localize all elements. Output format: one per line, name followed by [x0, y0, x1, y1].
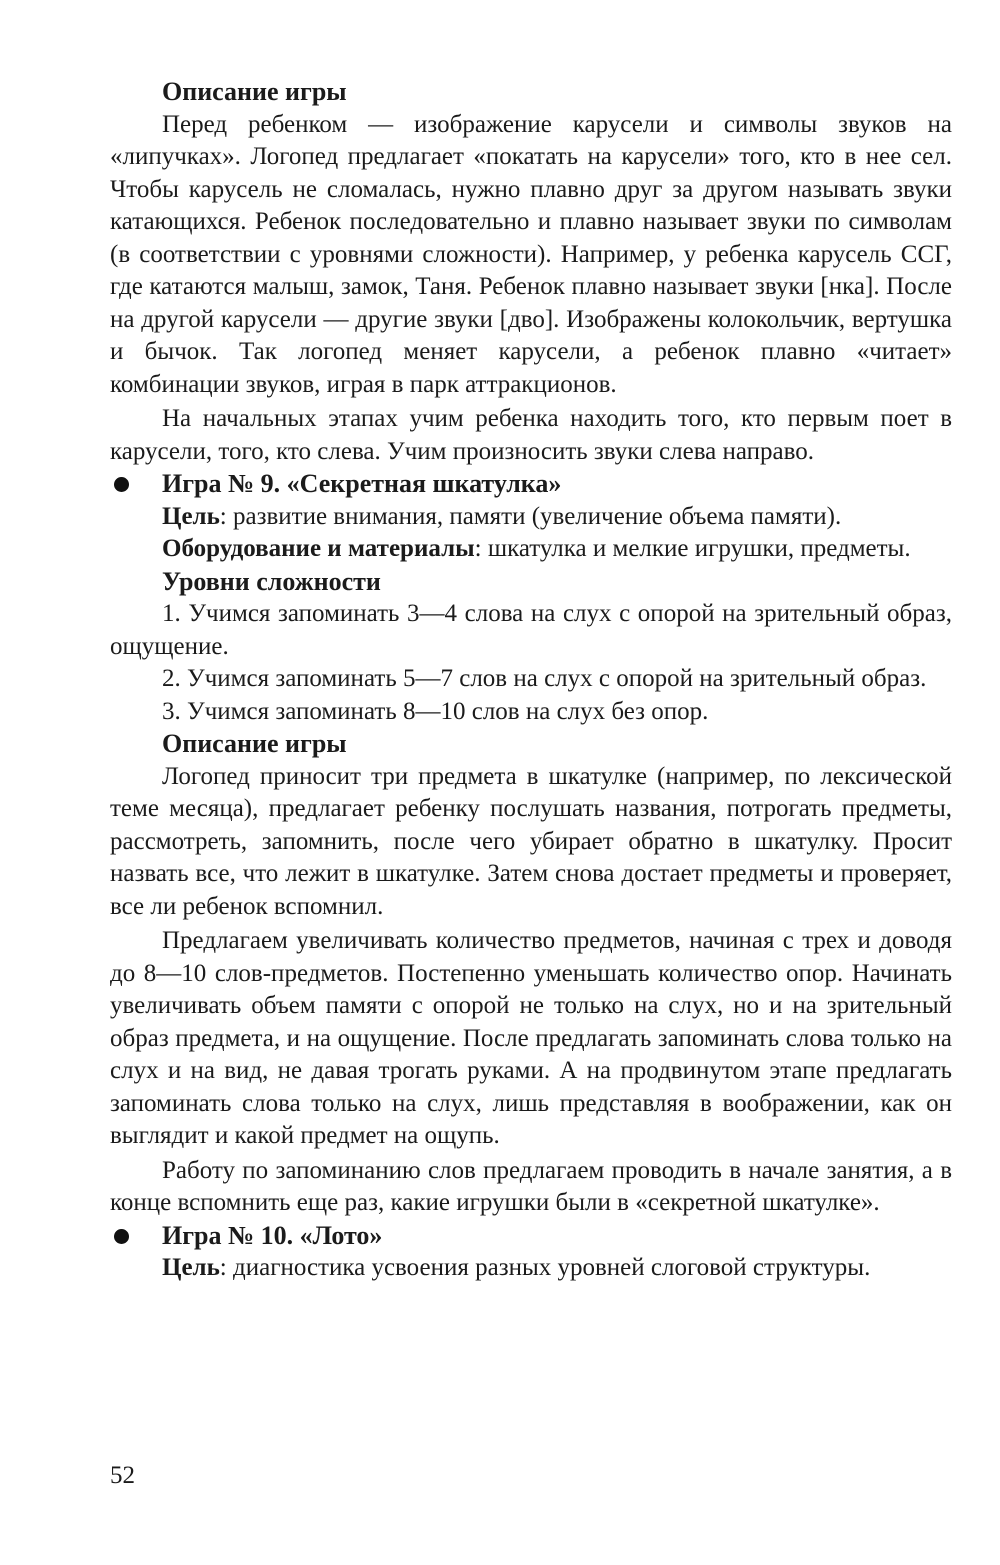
paragraph: Перед ребенком — изображение карусели и символы звуков на «липучках». Логопед предлагает «покатать на карусели» того, кто в нее сел. Чтобы карусель не сломалась, нужно плавно друг за другом называть звуки катающихся. Ребенок последовательно и плавно называет звуки по символам (в соответствии с уровнями сложности). Например, у ребенка карусель ССГ, где катаются малыш, замок, Таня. Ребенок плавно называет звуки [нка]. После на другой карусели — другие звуки [дво]. Изображены колокольчик, вертушка и бычок. Так логопед меняет карусели, а ребенок плавно «читает» комбинации звуков, играя в парк аттракционов.: [110, 110, 952, 398]
goal-text: : развитие внимания, памяти (увеличение объема памяти).: [219, 502, 842, 530]
section-heading: Описание игры: [162, 77, 347, 106]
page-number: 52: [110, 1462, 135, 1489]
equipment-paragraph: [110, 533, 952, 566]
levels-heading: Уровни сложности: [162, 566, 381, 596]
bullet-icon: [114, 477, 129, 492]
description-heading: Описание игры: [162, 729, 347, 758]
game-9-title: Игра № 9. «Секретная шкатулка»: [110, 468, 952, 501]
goal-label: Цель: [162, 502, 220, 530]
level-item: 1. Учимся запоминать 3—4 слова на слух с опорой на зрительный образ, ощущение.: [110, 600, 952, 660]
goal-text: : диагностика усвоения разных уровней слоговой структуры.: [219, 1254, 871, 1281]
level-item: 3. Учимся запоминать 8—10 слов на слух без опор.: [162, 697, 709, 725]
level-item: 2. Учимся запоминать 5—7 слов на слух с опорой на зрительный образ.: [162, 665, 927, 692]
paragraph: Работу по запоминанию слов предлагаем проводить в начале занятия, а в конце вспомнить еще раз, какие игрушки были в «секретной шкатулке».: [110, 1156, 952, 1216]
paragraph: Логопед приносит три предмета в шкатулке (например, по лексической теме месяца), предлагает ребенку послушать названия, потрогать предметы, рассмотреть, запомнить, после чего убирает обратно в шкатулку. Просит назвать все, что лежит в шкатулке. Затем снова достает предметы и проверяет, все ли ребенок вспомнил.: [110, 762, 952, 920]
equipment-text: : шкатулка и мелкие игрушки, предметы.: [474, 535, 911, 562]
equipment-label: Оборудование и материалы: [162, 535, 475, 562]
game-10-title: Игра № 10. «Лото»: [110, 1220, 952, 1253]
goal-label: Цель: [162, 1254, 220, 1281]
bullet-icon: [114, 1229, 129, 1244]
paragraph: Предлагаем увеличивать количество предметов, начиная с трех и доводя до 8—10 слов-предметов. Постепенно уменьшать количество опор. Начинать увеличивать объем памяти с опорой не только на слух, но и на зрительный образ предмета, и на ощущение. После предлагать запоминать слова только на слух и на вид, не давая трогать руками. А на продвинутом этапе предлагать запоминать слова только на слух, лишь представляя в воображении, как он выглядит и какой предмет на ощупь.: [110, 927, 952, 1149]
goal-paragraph: [110, 501, 952, 534]
goal-paragraph: [110, 1252, 952, 1285]
paragraph: На начальных этапах учим ребенка находить того, кто первым поет в карусели, того, кто слева. Учим произносить звуки слева направо.: [110, 405, 952, 465]
